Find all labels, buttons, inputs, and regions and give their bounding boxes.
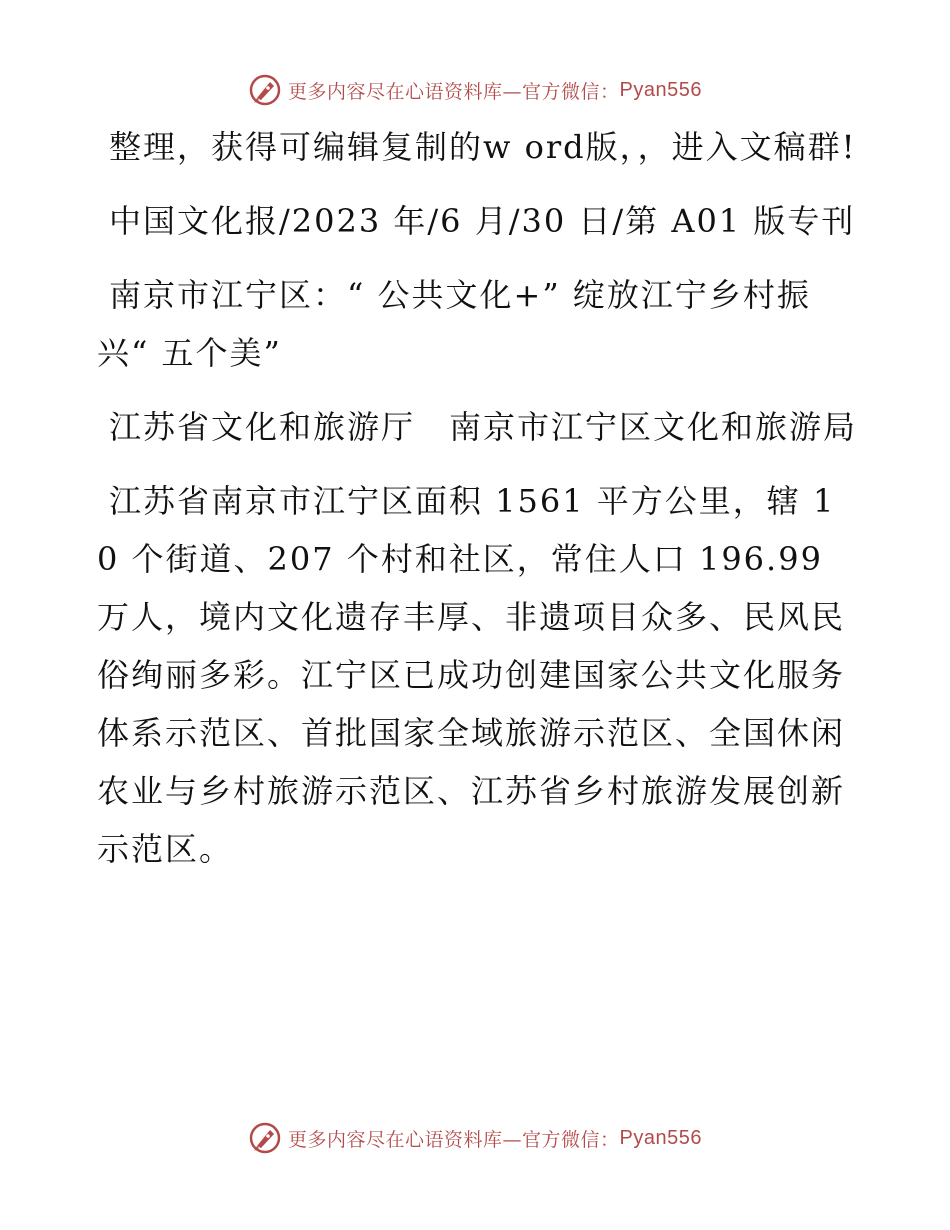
- footer-banner-wechat-id: Pyan556: [619, 1126, 702, 1149]
- pen-nib-logo-icon: [248, 73, 282, 107]
- document-body: [97, 118, 857, 894]
- author-line: 江苏省文化和旅游厅 南京市江宁区文化和旅游局: [109, 408, 858, 446]
- header-banner: [0, 70, 950, 110]
- header-banner-text: 更多内容尽在心语资料库—官方微信：: [288, 80, 620, 103]
- source-line: 中国文化报/2023 年/6 月/30 日/第 A01 版专刊: [109, 202, 856, 240]
- pen-nib-logo-icon: [248, 1121, 282, 1155]
- header-banner-wechat-id: Pyan556: [619, 78, 702, 101]
- footer-banner: [0, 1118, 950, 1158]
- footer-banner-text: 更多内容尽在心语资料库—官方微信：: [288, 1128, 620, 1151]
- body-paragraph: 江苏省南京市江宁区面积 1561 平方公里，辖 10 个街道、207 个村和社区，常住人口 196.99 万人，境内文化遗存丰厚、非遗项目众多、民风民俗绚丽多彩。江宁区已成功创建国家公共文化服务体系示范区、首批国家全域旅游示范区、全国休闲农业与乡村旅游示范区、江苏省乡村旅游发展创新示范区。: [97, 482, 846, 868]
- article-title: 南京市江宁区：“ 公共文化+” 绽放江宁乡村振兴“ 五个美”: [97, 276, 811, 372]
- intro-paragraph: 整理，获得可编辑复制的w ord版，，进入文稿群!: [109, 128, 857, 166]
